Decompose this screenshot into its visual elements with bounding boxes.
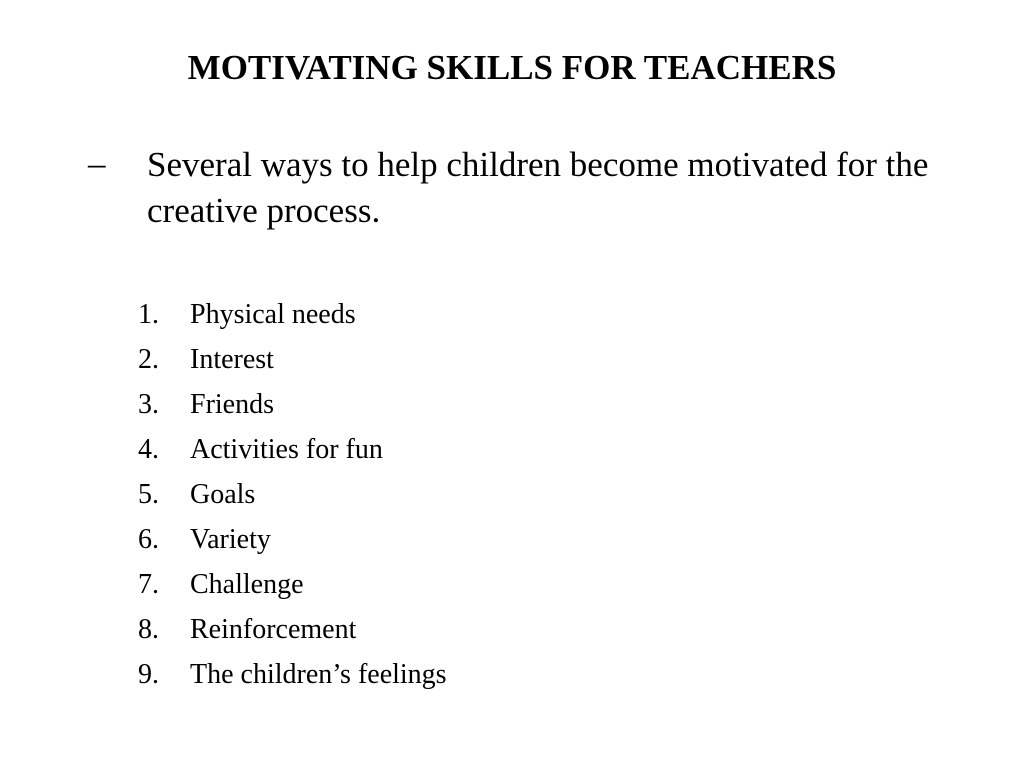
list-item: [138, 382, 447, 427]
list-item: [138, 427, 447, 472]
dash-bullet: –: [88, 144, 106, 183]
list-item-label: The children’s feelings: [190, 659, 447, 690]
list-item-number: 3.: [138, 389, 159, 420]
list-item-number: 5.: [138, 479, 159, 510]
list-item: [138, 472, 447, 517]
list-item: [138, 292, 447, 337]
list-item-label: Goals: [190, 479, 256, 510]
list-item-label: Variety: [190, 524, 271, 555]
list-item-number: 6.: [138, 524, 159, 555]
list-item-label: Friends: [190, 389, 274, 420]
list-item-number: 4.: [138, 434, 159, 465]
list-item-number: 2.: [138, 344, 159, 375]
list-item-label: Interest: [190, 344, 274, 375]
list-item: [138, 562, 447, 607]
list-item-number: 8.: [138, 614, 159, 645]
list-item-label: Activities for fun: [190, 434, 383, 465]
list-item: [138, 652, 447, 697]
numbered-list: [138, 292, 447, 697]
list-item-number: 9.: [138, 659, 159, 690]
list-item-label: Reinforcement: [190, 614, 357, 645]
list-item: [138, 517, 447, 562]
list-item-label: Challenge: [190, 569, 304, 600]
slide-title: MOTIVATING SKILLS FOR TEACHERS: [187, 48, 837, 87]
intro-text: Several ways to help children become motivated for the creative process.: [147, 145, 929, 230]
list-item-label: Physical needs: [190, 299, 356, 330]
list-item-number: 1.: [138, 299, 159, 330]
list-item: [138, 607, 447, 652]
list-item: [138, 337, 447, 382]
list-item-number: 7.: [138, 569, 159, 600]
